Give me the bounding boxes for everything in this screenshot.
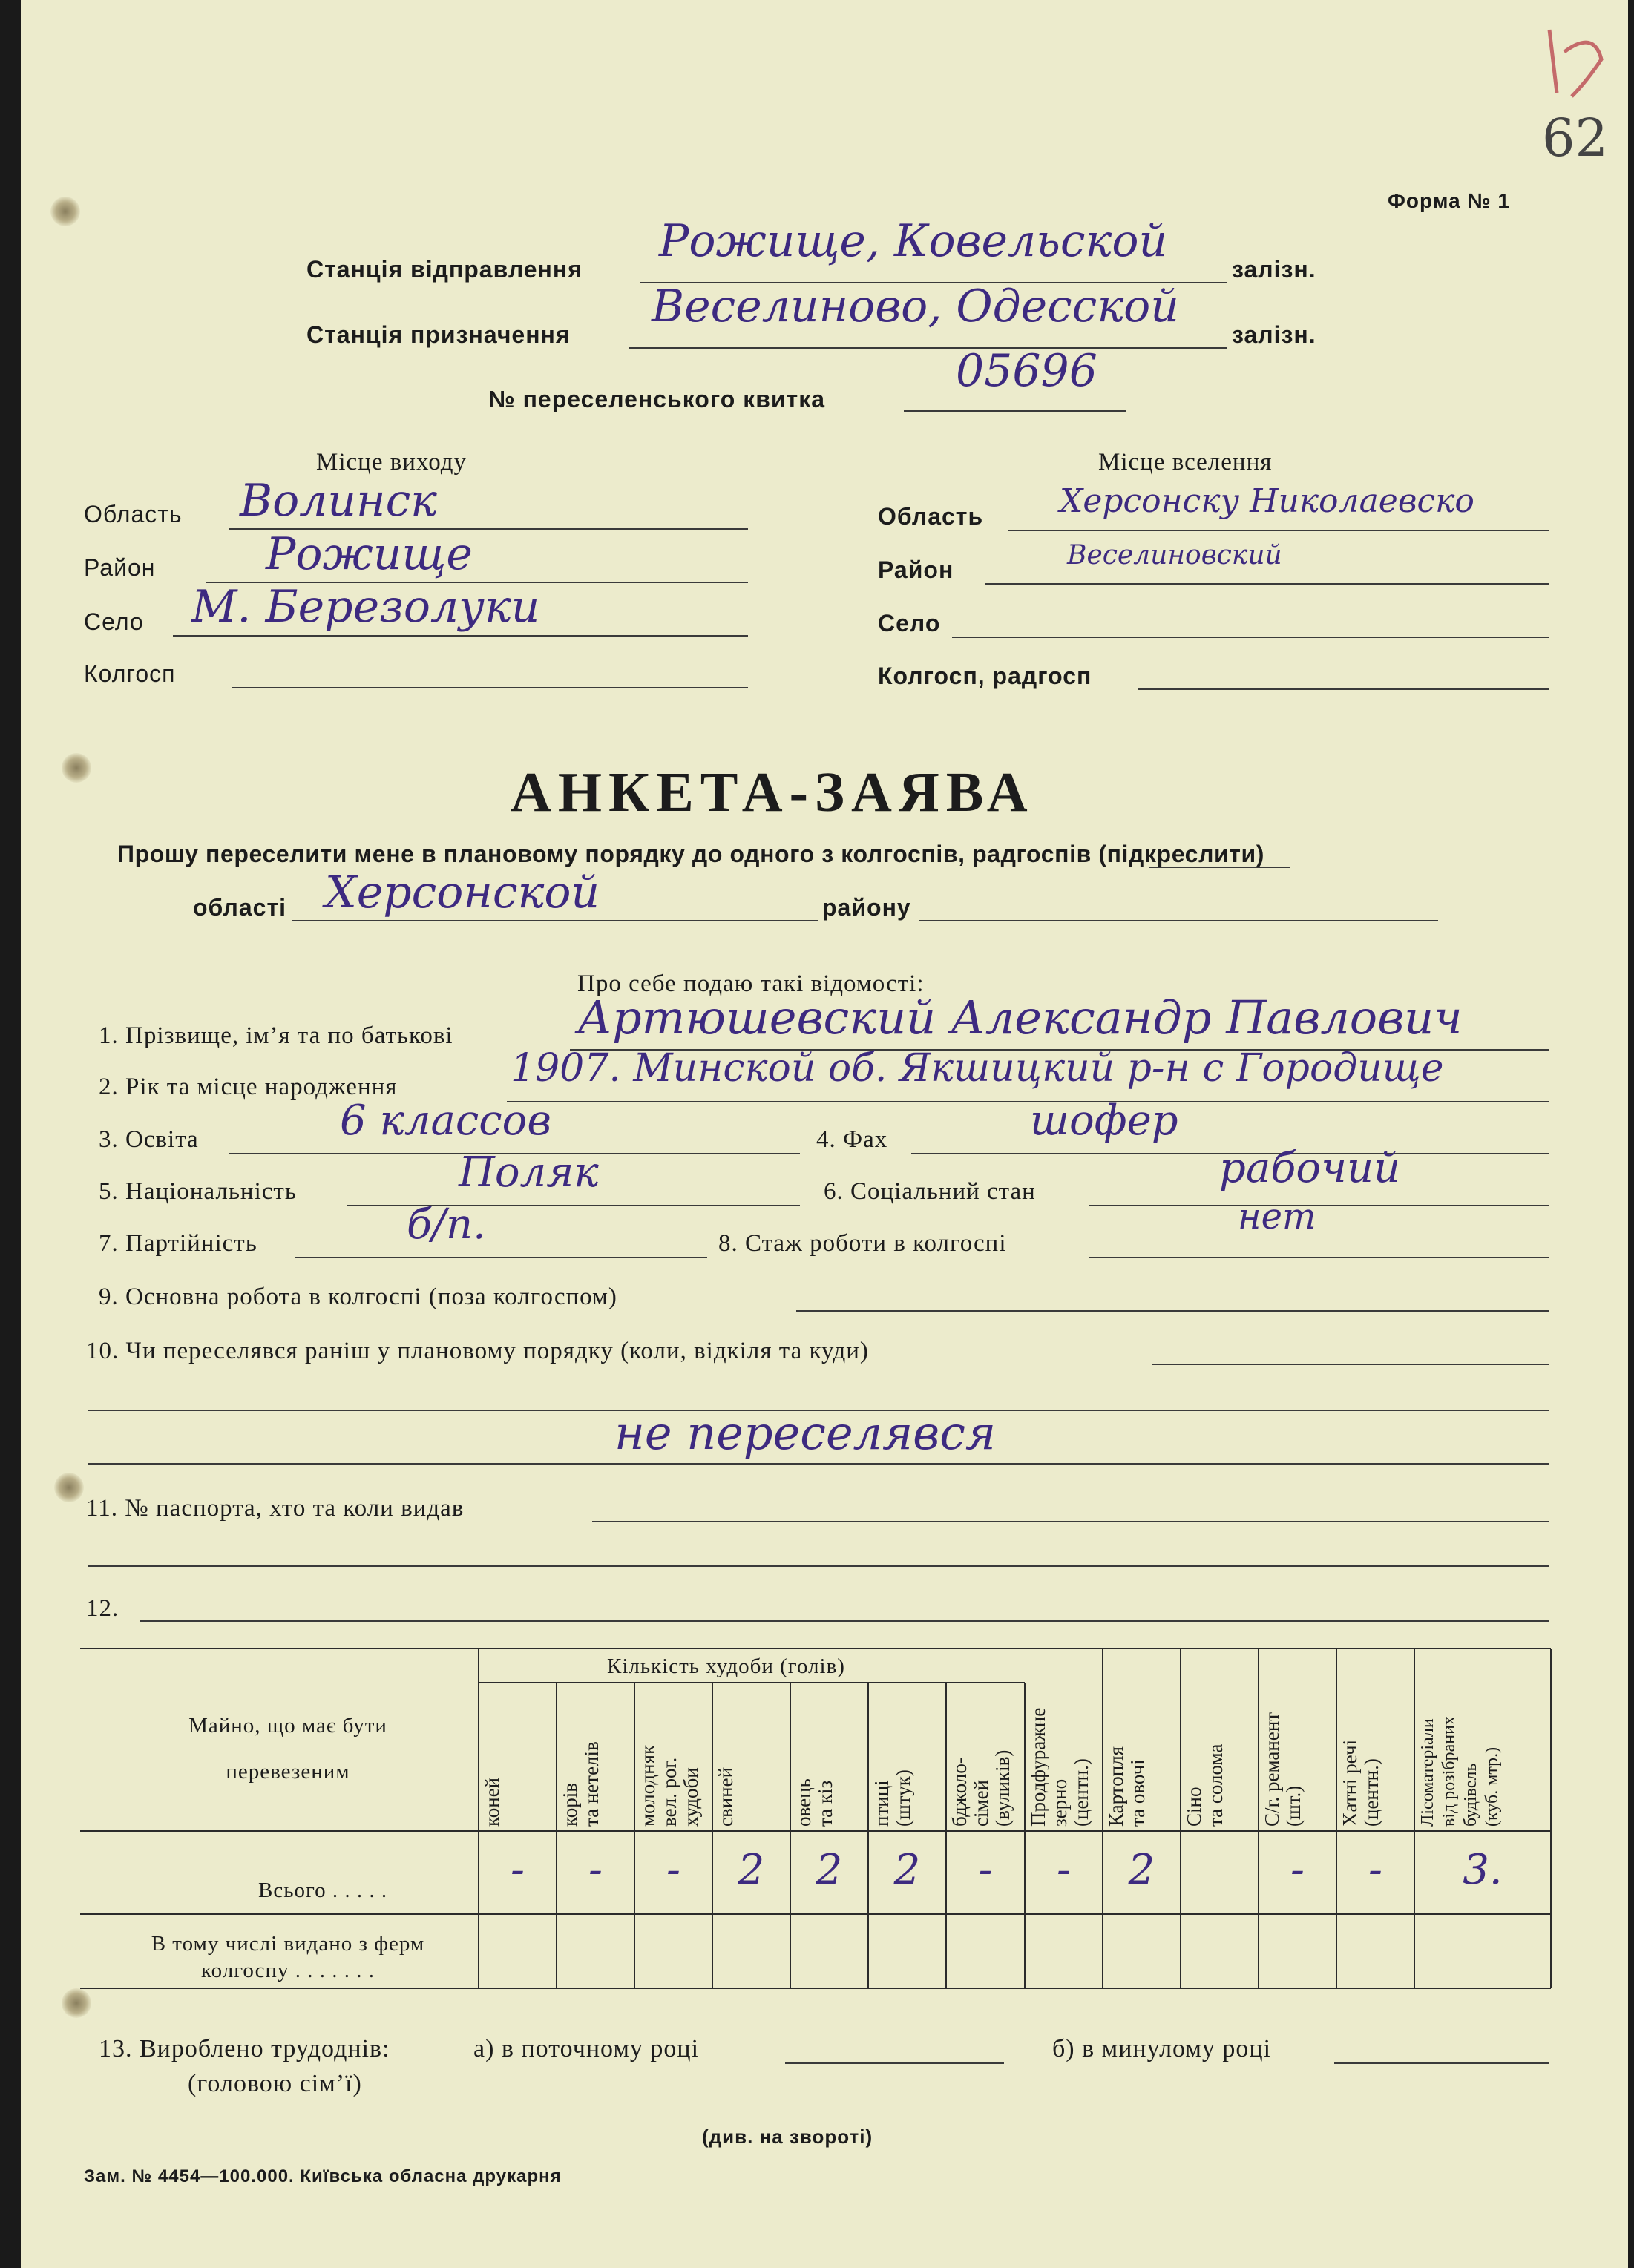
property-header: Майно, що має бути перевезеним — [188, 1714, 387, 1784]
total-cell: - — [978, 1846, 993, 1894]
origin-selo-value: М. Березолуки — [191, 581, 540, 633]
q2-value: 1907. Минской об. Якшицкий р-н с Городище — [511, 1046, 1444, 1091]
printer-note: Зам. № 4454—100.000. Київська обласна друкарня — [84, 2166, 562, 2186]
q3-label: 3. Освіта — [99, 1126, 199, 1153]
total-cell: - — [1290, 1846, 1305, 1894]
q4-label: 4. Фах — [816, 1126, 888, 1153]
q1-label: 1. Прізвище, ім’я та по батькові — [99, 1022, 453, 1049]
destination-station-value: Веселиново, Одесской — [652, 280, 1179, 332]
settlement-oblast-value: Херсонску Николаевско — [1060, 482, 1474, 520]
property-table-grid — [21, 0, 1628, 2268]
ticket-number-label: № переселенського квитка — [488, 386, 826, 412]
total-cell: 2 — [738, 1846, 765, 1894]
column-header: бджоло- сімей (вуликів) — [948, 1749, 1014, 1827]
total-cell: - — [666, 1846, 680, 1894]
q6-value: рабочий — [1219, 1144, 1401, 1192]
column-header: овець та кіз — [793, 1778, 836, 1827]
origin-raion-label: Район — [84, 554, 156, 581]
total-cell: - — [588, 1846, 603, 1894]
form-sheet — [21, 0, 1628, 2268]
origin-oblast-label: Область — [84, 501, 183, 527]
departure-station-value: Рожище, Ковельской — [659, 215, 1168, 267]
q7-label: 7. Партійність — [99, 1230, 257, 1257]
total-cell: 3. — [1463, 1846, 1503, 1894]
see-reverse-note: (див. на звороті) — [702, 2126, 873, 2148]
railway-suffix: залізн. — [1232, 256, 1316, 283]
total-cell: 2 — [893, 1846, 921, 1894]
column-header: коней — [481, 1777, 503, 1827]
column-header: Сіно та солома — [1183, 1743, 1227, 1827]
total-cell: - — [1368, 1846, 1382, 1894]
destination-station-label: Станція призначення — [306, 321, 571, 348]
q10-label: 10. Чи переселявся раніш у плановому порядку (коли, відкіля та куди) — [86, 1338, 869, 1364]
q2-label: 2. Рік та місце народження — [99, 1074, 398, 1100]
archive-page-number: 62 — [1542, 108, 1609, 168]
column-header: корів та нетелів — [559, 1741, 603, 1827]
departure-station-label: Станція відправлення — [306, 256, 583, 283]
farm-row-label: В тому числі видано з ферм колгоспу . . . . . . . — [151, 1932, 425, 1982]
settlement-raion-value: Веселиновский — [1067, 540, 1282, 571]
q10-value: не переселявся — [614, 1406, 997, 1460]
railway-suffix: залізн. — [1232, 321, 1316, 348]
ticket-number-value: 05696 — [956, 345, 1097, 397]
total-cell: - — [1057, 1846, 1071, 1894]
q13-current-line — [785, 2062, 1004, 2064]
q5-label: 5. Національність — [99, 1178, 297, 1205]
origin-oblast-value: Волинск — [240, 475, 438, 527]
q8-label: 8. Стаж роботи в колгоспі — [718, 1230, 1007, 1257]
q1-value: Артюшевский Александр Павлович — [577, 990, 1463, 1045]
q13-previous-line — [1334, 2062, 1549, 2064]
total-cell: 2 — [1128, 1846, 1155, 1894]
q13-previous-label: б) в минулому році — [1052, 2035, 1272, 2062]
q13-label: 13. Вироблено трудоднів: — [99, 2035, 390, 2062]
q12-label: 12. — [86, 1595, 119, 1622]
q8-value: нет — [1238, 1196, 1316, 1237]
request-oblast-label: області — [193, 894, 286, 921]
column-header: Картопля та овочі — [1105, 1746, 1149, 1827]
q6-label: 6. Соціальний стан — [824, 1178, 1036, 1205]
column-header: Лісоматеріали від розібраних будівель (куб. мтр.) — [1418, 1716, 1502, 1827]
request-text: Прошу переселити мене в плановому порядку до одного з колгоспів, радгоспів (підкреслити) — [117, 841, 1265, 867]
q7-value: б/п. — [407, 1200, 486, 1249]
form-number: Форма № 1 — [1388, 189, 1510, 212]
settlement-selo-label: Село — [878, 610, 941, 637]
origin-selo-label: Село — [84, 608, 144, 635]
total-cell: - — [511, 1846, 525, 1894]
total-cell: 2 — [816, 1846, 843, 1894]
form-title: АНКЕТА-ЗАЯВА — [511, 761, 1034, 824]
q9-label: 9. Основна робота в колгоспі (поза колгоспом) — [99, 1283, 617, 1310]
settlement-heading: Місце вселення — [1098, 449, 1273, 476]
settlement-oblast-label: Область — [878, 503, 984, 530]
column-header: Продфуражне зерно (центн.) — [1027, 1707, 1092, 1827]
column-header: свиней — [715, 1766, 737, 1827]
request-raion-label: району — [822, 894, 911, 921]
q4-value: шофер — [1030, 1097, 1178, 1145]
origin-raion-value: Рожище — [266, 528, 473, 580]
q5-value: Поляк — [459, 1148, 599, 1197]
column-header: молодняк вел. рог. худоби — [637, 1744, 702, 1827]
settlement-kolhosp-label: Колгосп, радгосп — [878, 663, 1092, 689]
q13-current-label: а) в поточному році — [473, 2035, 700, 2062]
origin-heading: Місце виходу — [316, 449, 467, 476]
request-oblast-value: Херсонской — [325, 867, 600, 918]
column-header: С/г. реманент (шт.) — [1261, 1712, 1305, 1827]
q3-value: 6 классов — [340, 1097, 551, 1145]
about-heading: Про себе подаю такі відомості: — [577, 970, 925, 997]
total-row-label: Всього . . . . . — [258, 1879, 388, 1902]
q13-family: (головою сім’ї) — [188, 2070, 362, 2097]
q11-label: 11. № паспорта, хто та коли видав — [86, 1495, 465, 1522]
column-header: птиці (штук) — [870, 1769, 914, 1827]
settlement-raion-label: Район — [878, 556, 954, 583]
origin-kolhosp-label: Колгосп — [84, 660, 176, 687]
column-header: Хатні речі (центн.) — [1339, 1739, 1382, 1827]
livestock-group-header: Кількість худоби (голів) — [607, 1654, 845, 1678]
